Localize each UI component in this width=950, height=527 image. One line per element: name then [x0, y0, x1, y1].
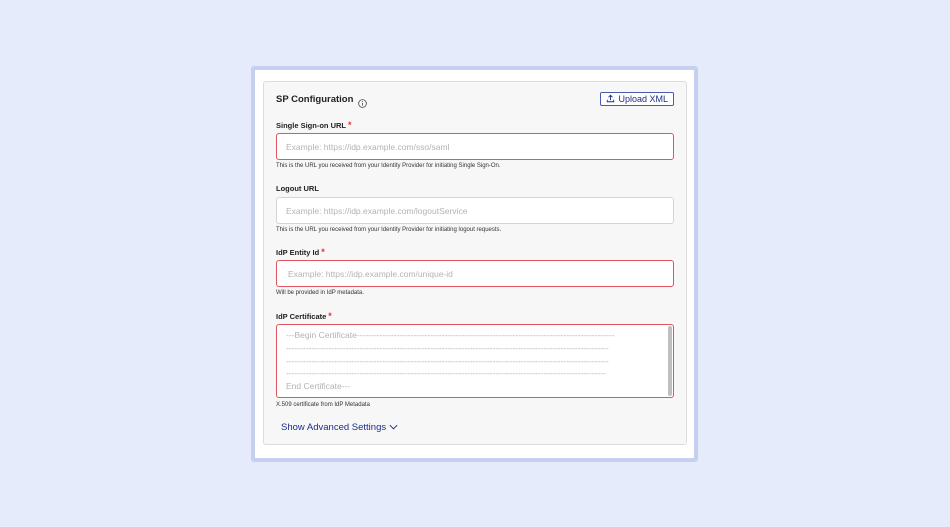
required-mark: * — [321, 247, 325, 257]
entity-id-label — [276, 247, 325, 257]
logout-url-label-text: Logout URL — [276, 184, 319, 193]
logout-url-label — [276, 184, 319, 193]
certificate-placeholder-line: ---Begin Certificate------------------------------------------------------------------------------------------- — [286, 330, 615, 340]
certificate-label — [276, 311, 332, 321]
entity-id-label-text: IdP Entity Id — [276, 248, 320, 257]
certificate-textarea[interactable] — [276, 324, 674, 398]
section-header — [276, 94, 367, 105]
sso-url-label-text: Single Sign-on URL — [276, 121, 346, 130]
show-advanced-settings-link[interactable] — [281, 422, 398, 433]
sp-config-frame — [251, 66, 698, 462]
certificate-placeholder-line: End Certificate--- — [286, 381, 351, 392]
sso-url-help: This is the URL you received from your Identity Provider for initiating Single Sign-On. — [276, 163, 501, 169]
certificate-placeholder — [286, 329, 659, 393]
chevron-down-icon — [389, 422, 398, 433]
info-icon[interactable] — [358, 95, 367, 104]
certificate-placeholder-line: ------------------------------------------------------------------------------------------------------------------ — [286, 342, 609, 353]
upload-icon — [606, 94, 615, 105]
sso-url-input[interactable] — [276, 133, 674, 160]
certificate-placeholder-line: ------------------------------------------------------------------------------------------------------------------ — [286, 355, 609, 366]
entity-id-input[interactable] — [276, 260, 674, 287]
certificate-help: X.509 certificate from IdP Metadata — [276, 402, 370, 408]
certificate-placeholder-line: ----------------------------------------------------------------------------------------------------------------- — [286, 368, 606, 379]
textarea-scrollbar[interactable] — [668, 326, 672, 396]
entity-id-help: Will be provided in IdP metadata. — [276, 290, 364, 296]
logout-url-input[interactable] — [276, 197, 674, 224]
upload-xml-button[interactable] — [600, 92, 674, 106]
section-title: SP Configuration — [276, 94, 354, 105]
upload-xml-label: Upload XML — [618, 94, 668, 104]
show-advanced-settings-label: Show Advanced Settings — [281, 422, 387, 433]
sp-config-card — [263, 81, 687, 445]
required-mark: * — [348, 120, 352, 130]
certificate-label-text: IdP Certificate — [276, 312, 327, 321]
logout-url-help: This is the URL you received from your Identity Provider for initiating logout requests. — [276, 227, 502, 233]
sso-url-label — [276, 120, 352, 130]
required-mark: * — [328, 311, 332, 321]
